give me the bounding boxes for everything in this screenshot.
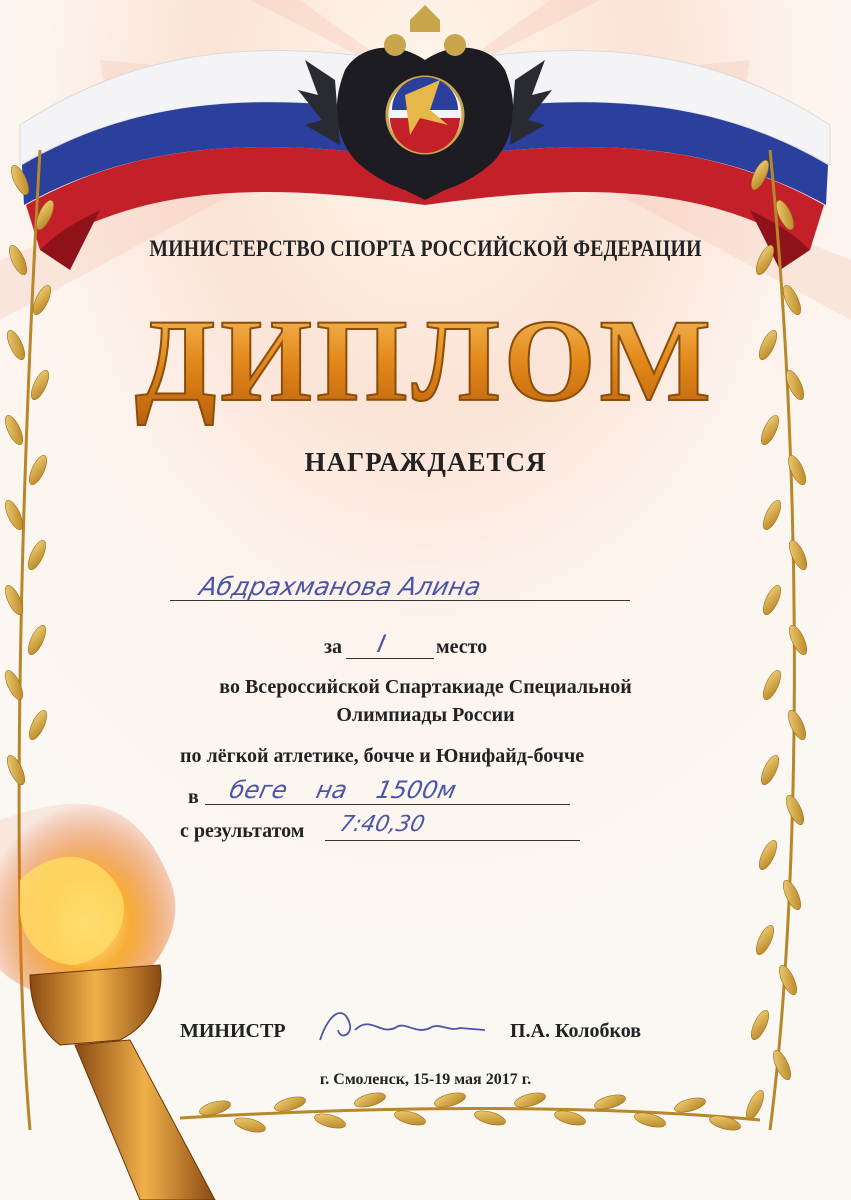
recipient-name: Абдрахманова Алина — [196, 572, 484, 601]
place-value: I — [375, 630, 389, 658]
event-line-1: во Всероссийской Спартакиаде Специальной — [219, 676, 632, 698]
ministry-heading: МИНИСТЕРСТВО СПОРТА РОССИЙСКОЙ ФЕДЕРАЦИИ — [149, 236, 702, 261]
signature-title: МИНИСТР — [180, 1020, 286, 1042]
signature-name: П.А. Колобков — [510, 1020, 642, 1042]
discipline-prefix: в — [188, 786, 199, 808]
awarded-heading: НАГРАЖДАЕТСЯ — [304, 447, 547, 477]
event-line-3: по лёгкой атлетике, бочче и Юнифайд-бочче — [180, 745, 585, 767]
result-prefix: с результатом — [180, 820, 305, 842]
event-line-2: Олимпиады России — [336, 704, 515, 726]
title-diploma-art: ДИПЛОМ — [135, 295, 715, 426]
place-suffix: место — [436, 636, 488, 658]
place-prefix: за — [324, 636, 343, 658]
place-line — [346, 658, 434, 659]
result-value: 7:40,30 — [337, 812, 428, 837]
place-and-date: г. Смоленск, 15-19 мая 2017 г. — [319, 1071, 532, 1088]
result-line — [325, 840, 580, 841]
discipline-line — [205, 804, 570, 805]
discipline-value: беге на 1500м — [227, 776, 459, 804]
